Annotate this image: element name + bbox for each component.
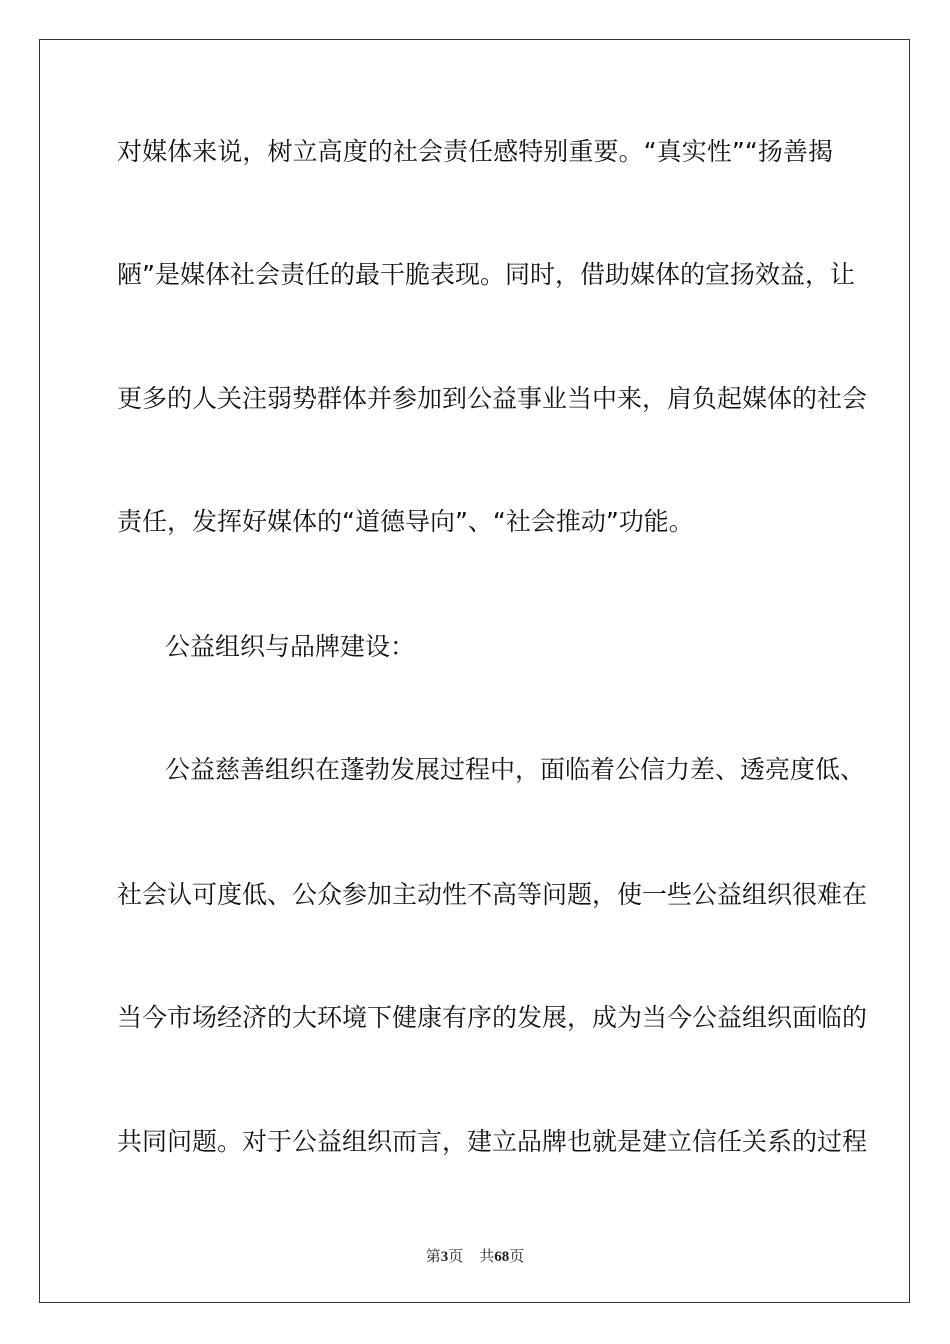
paragraph-line-8: 当今市场经济的大环境下健康有序的发展，成为当今公益组织面临的 (117, 1003, 868, 1032)
page-prefix: 第 (425, 1249, 441, 1265)
page-number: 3 (440, 1249, 449, 1265)
paragraph-line-7: 社会认可度低、公众参加主动性不高等问题，使一些公益组织很难在 (117, 880, 868, 909)
paragraph-line-3: 更多的人关注弱势群体并参加到公益事业当中来，肩负起媒体的社会 (117, 384, 868, 413)
section-heading: 公益组织与品牌建设： (165, 632, 416, 661)
total-pages: 68 (494, 1249, 510, 1265)
paragraph-line-6: 公益慈善组织在蓬勃发展过程中，面临着公信力差、透亮度低、 (165, 755, 866, 784)
total-prefix: 共 (479, 1249, 495, 1265)
paragraph-line-4: 责任，发挥好媒体的“道德导向”、“社会推动”功能。 (117, 507, 694, 536)
page-border (39, 39, 910, 1303)
page-footer (0, 1245, 950, 1266)
paragraph-line-2: 陋”是媒体社会责任的最干脆表现。同时，借助媒体的宣扬效益，让 (117, 260, 855, 289)
paragraph-line-9: 共同问题。对于公益组织而言，建立品牌也就是建立信任关系的过程 (117, 1127, 868, 1156)
paragraph-line-1: 对媒体来说，树立高度的社会责任感特别重要。“真实性”“扬善揭 (117, 137, 833, 166)
total-suffix: 页 (509, 1249, 525, 1265)
page-suffix: 页 (448, 1249, 464, 1265)
